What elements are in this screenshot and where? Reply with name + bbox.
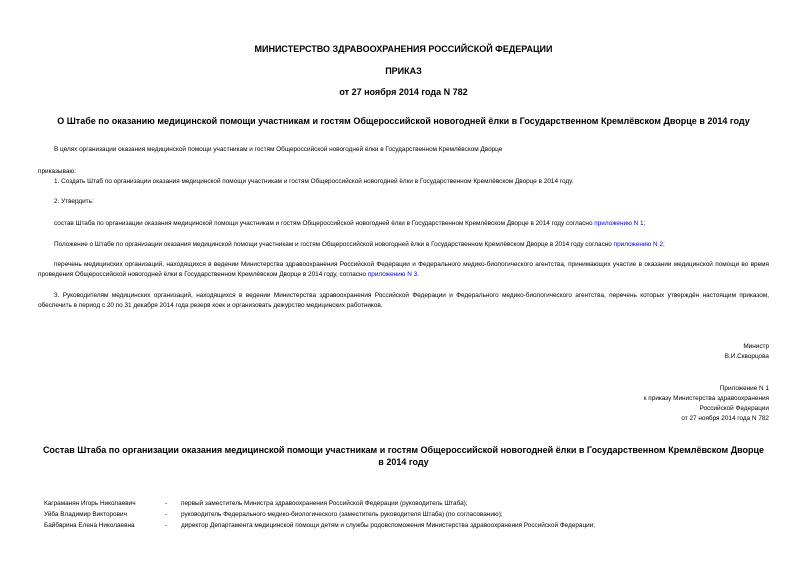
appendix-2-link[interactable]: приложению N 2 xyxy=(613,241,663,248)
signature-position: Министр xyxy=(743,343,769,350)
member-name: Байбарина Елена Николаевна xyxy=(44,522,135,529)
doc-type-heading: ПРИКАЗ xyxy=(385,66,422,76)
item-2b xyxy=(54,240,769,249)
appendix-line-1: Приложение N 1 xyxy=(719,385,769,392)
order-word: приказываю: xyxy=(38,168,76,175)
item-2c-text: перечень медицинских организаций, находящихся в ведении Министерства здравоохранения Российской Федерации и Федерального медико-биологического агентства, принимающих участие в оказании медицинской помощи во время проведения Общероссийской новогодней ёлки в Государственном Кремлёвском Дворце в 2014 году, согласно xyxy=(38,261,769,278)
member-role: руководитель Федерального медико-биологического (заместитель руководителя Штаба) (по согласованию); xyxy=(181,511,503,518)
member-name: Уйба Владимир Викторович xyxy=(44,511,127,518)
item-2a-end: ; xyxy=(643,220,646,227)
item-1: 1. Создать Штаб по организации оказания медицинской помощи участникам и гостям Общероссийской новогодней ёлки в Государственном Кремлёвском Дворце в 2014 году. xyxy=(54,178,574,185)
member-name: Каграманян Игорь Николаевич xyxy=(44,500,136,507)
member-dash: - xyxy=(165,511,168,518)
member-dash: - xyxy=(165,522,168,529)
member-role: первый заместитель Министра здравоохранения Российской Федерации (руководитель Штаба); xyxy=(181,500,468,507)
appendix-line-2: к приказу Министерства здравоохранения xyxy=(643,395,769,402)
member-row xyxy=(0,500,807,510)
member-row xyxy=(0,522,807,532)
item-2b-end: ; xyxy=(662,241,665,248)
item-2c xyxy=(38,260,769,279)
ministry-heading: МИНИСТЕРСТВО ЗДРАВООХРАНЕНИЯ РОССИЙСКОЙ ФЕДЕРАЦИИ xyxy=(254,44,553,54)
member-dash: - xyxy=(165,500,168,507)
item-2a-text: состав Штаба по организации оказания медицинской помощи участникам и гостям Общероссийской новогодней ёлки в Государственном Кремлёвском Дворце в 2014 году согласно xyxy=(54,220,595,227)
item-2c-end: . xyxy=(417,270,419,278)
appendix-3-link[interactable]: приложению N 3 xyxy=(367,270,418,278)
signature-name: В.И.Скворцова xyxy=(724,353,769,360)
item-2a xyxy=(54,219,769,228)
item-2b-text: Положение о Штабе по организации оказания медицинской помощи участникам и гостям Общероссийской новогодней ёлки в Государственном Кремлёвском Дворце в 2014 году согласно xyxy=(54,241,614,248)
appendix-line-4: от 27 ноября 2014 года N 782 xyxy=(681,415,769,422)
member-role: директор Департамента медицинской помощи детям и службы родовспоможения Министерства здравоохранения Российской Федерации; xyxy=(181,522,596,529)
item-3: 3. Руководителям медицинских организаций, находящихся в ведении Министерства здравоохранения Российской Федерации и Федерального медико-биологического агентства, перечень которых утверждён настоящим приказом, обеспечить в период с 20 по 31 декабря 2014 года резерв коек и организовать дежурство медицинских работников. xyxy=(38,292,769,309)
member-row xyxy=(0,511,807,521)
preamble: В целях организации оказания медицинской помощи участникам и гостям Общероссийской новогодней ёлки в Государственном Кремлёвском Дворце xyxy=(54,146,503,153)
appendix-1-link[interactable]: приложению N 1 xyxy=(594,220,644,227)
composition-title: Состав Штаба по организации оказания медицинской помощи участникам и гостям Общероссийской новогодней ёлки в Государственном Кремлёвском Дворце в 2014 году xyxy=(42,445,765,467)
order-date-number: от 27 ноября 2014 года N 782 xyxy=(339,87,468,97)
order-title: О Штабе по оказанию медицинской помощи участникам и гостям Общероссийской новогодней ёлки в Государственном Кремлёвском Дворце в 2014 году xyxy=(57,116,750,126)
appendix-line-3: Российской Федерации xyxy=(699,405,769,412)
item-2: 2. Утвердить: xyxy=(54,198,94,205)
